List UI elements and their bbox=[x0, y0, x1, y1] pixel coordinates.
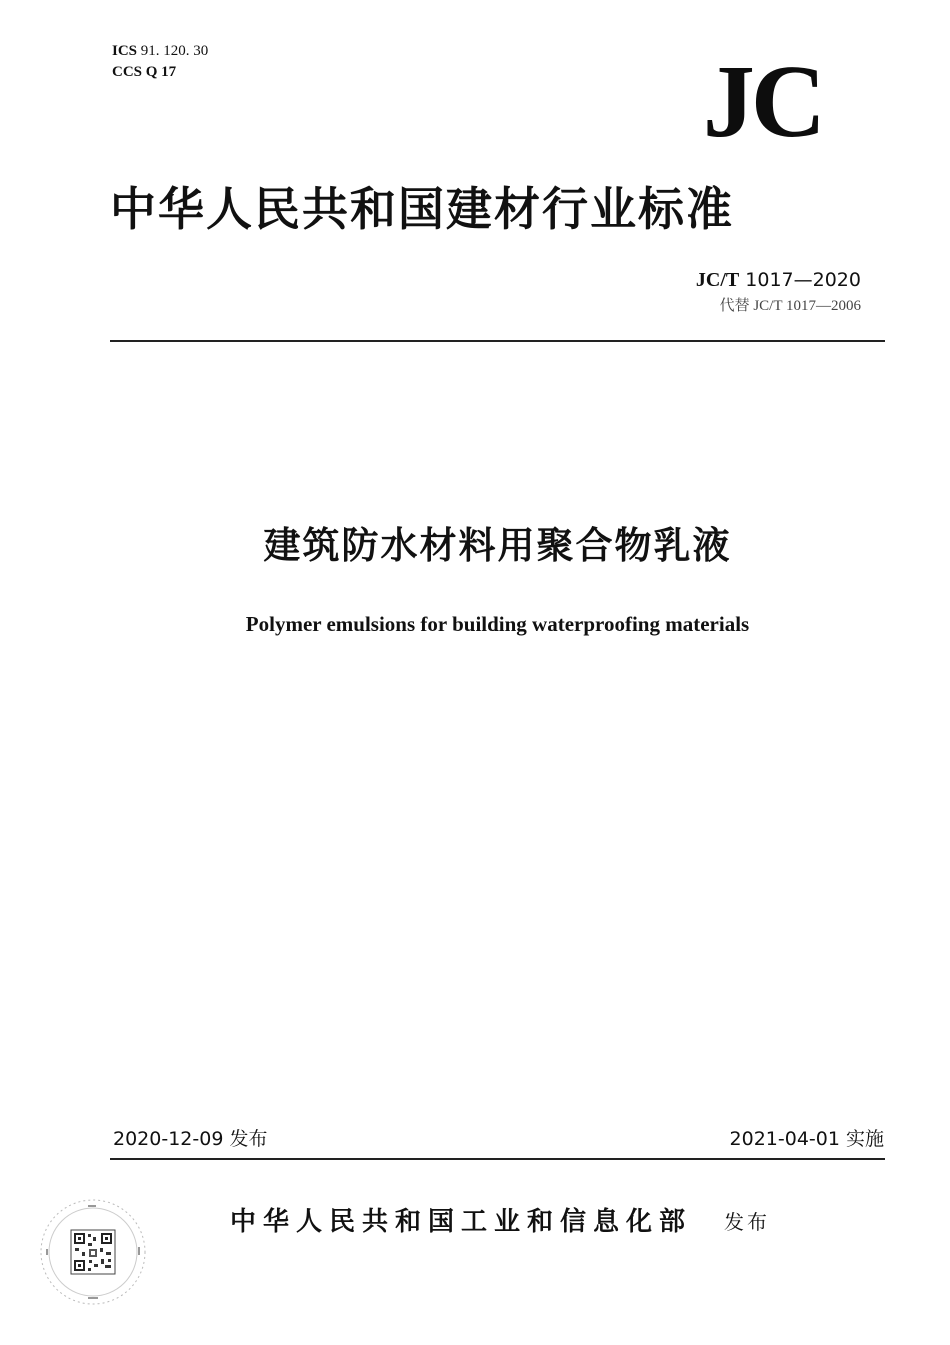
classification-codes bbox=[112, 41, 208, 83]
top-divider bbox=[110, 340, 885, 342]
document-title-chinese: 建筑防水材料用聚合物乳液 bbox=[263, 524, 732, 567]
ics-line bbox=[112, 41, 208, 62]
jc-logo: JC bbox=[702, 44, 822, 159]
ccs-label: CCS bbox=[112, 64, 143, 80]
issuing-authority: 中华人民共和国工业和信息化部 bbox=[230, 1207, 693, 1237]
ccs-line bbox=[112, 62, 208, 83]
standard-number bbox=[696, 268, 861, 292]
ics-label: ICS bbox=[112, 43, 138, 59]
document-title-english: Polymer emulsions for building waterproofing materials bbox=[245, 612, 750, 636]
issuing-authority-suffix: 发布 bbox=[724, 1210, 770, 1234]
ics-value: 91. 120. 30 bbox=[140, 43, 209, 59]
qr-code-stamp-icon bbox=[38, 1197, 148, 1307]
standard-number-value: 1017—2020 bbox=[745, 269, 861, 291]
bottom-divider bbox=[110, 1158, 885, 1160]
standard-category-title: 中华人民共和国建材行业标准 bbox=[110, 182, 734, 236]
implement-date: 2021-04-01 实施 bbox=[729, 1128, 884, 1150]
publish-date: 2020-12-09 发布 bbox=[113, 1128, 268, 1150]
replaces-standard: 代替 JC/T 1017—2006 bbox=[719, 298, 861, 314]
ccs-value: Q 17 bbox=[145, 64, 177, 80]
standard-number-prefix: JC/T bbox=[695, 269, 740, 291]
